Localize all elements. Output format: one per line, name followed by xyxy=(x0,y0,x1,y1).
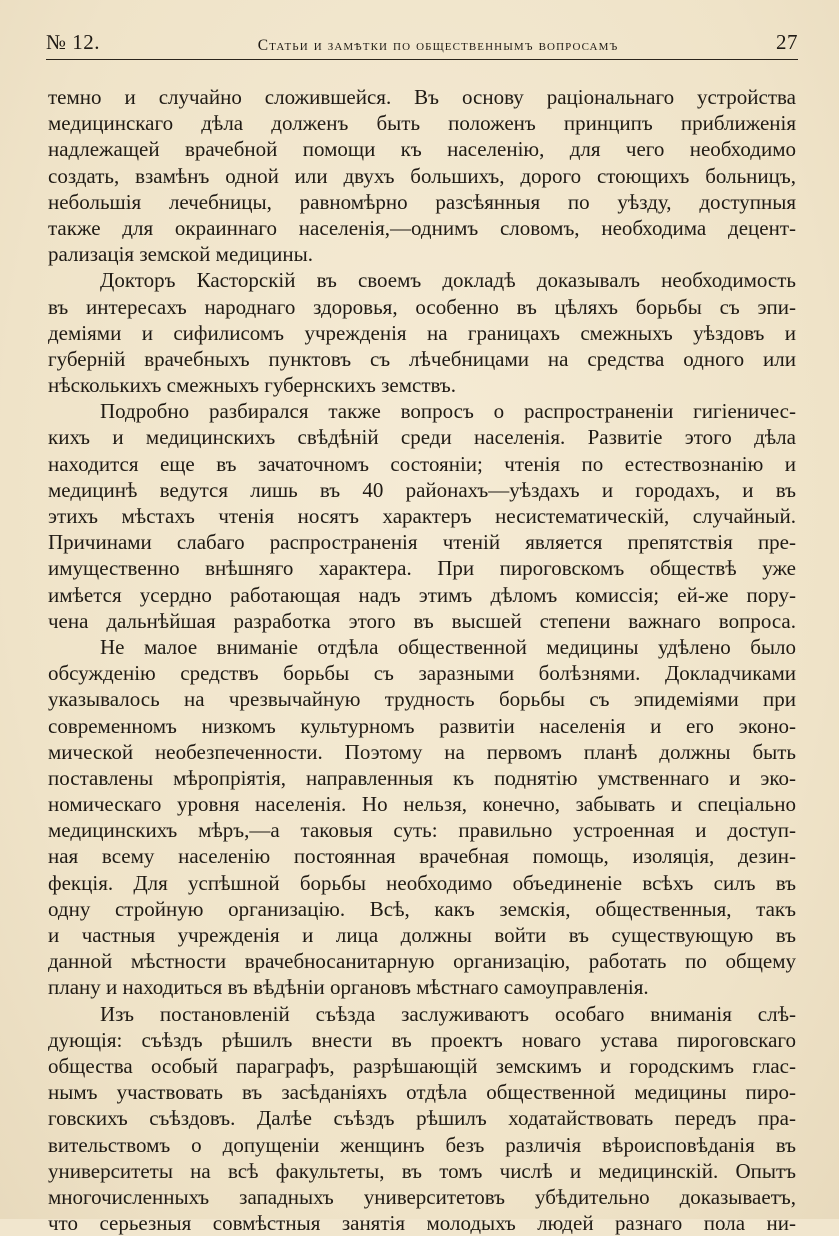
text-line: университеты на всѣ факультеты, въ томъ числѣ и медицинскій. Опытъ xyxy=(48,1158,796,1183)
text-line: Подробно разбирался также вопросъ о распространеніи гигіеничес- xyxy=(100,399,796,424)
text-line: одну стройную организацію. Всѣ, какъ земскія, общественныя, такъ xyxy=(48,896,796,921)
text-line: медицинскаго дѣла долженъ быть положенъ принципъ приближенія xyxy=(48,111,796,136)
text-line: номическаго уровня населенія. Но нельзя, конечно, забывать и спеціально xyxy=(48,792,796,817)
text-line: создать, взамѣнъ одной или двухъ большихъ, дорого стоющихъ больницъ, xyxy=(48,163,796,188)
page-number: 27 xyxy=(776,30,798,54)
text-line: современномъ низкомъ культурномъ развитіи населенія и его эконо- xyxy=(48,713,796,738)
text-line: нѣсколькихъ смежныхъ губернскихъ земствъ. xyxy=(48,373,457,398)
text-line: Докторъ Касторскій въ своемъ докладѣ доказывалъ необходимость xyxy=(100,268,796,293)
text-line: рализація земской медицины. xyxy=(48,242,314,267)
text-line: поставлены мѣропріятія, направленныя къ поднятію умственнаго и эко- xyxy=(48,765,796,790)
text-line: указывалось на чрезвычайную трудность борьбы съ эпидеміями при xyxy=(48,687,796,712)
text-line: надлежащей врачебной помощи къ населенію, для чего необходимо xyxy=(48,137,796,162)
text-line: что серьезныя совмѣстныя занятія молодыхъ людей разнаго пола ни- xyxy=(48,1211,796,1236)
text-line: вительствомъ о допущеніи женщинъ безъ различія вѣроисповѣданія въ xyxy=(48,1132,796,1157)
issue-number: № 12. xyxy=(46,30,101,54)
text-line: Причинами слабаго распространенія чтеній является препятствія пре- xyxy=(48,530,796,555)
text-line: нымъ участвовать въ засѣданіяхъ отдѣла общественной медицины пиро- xyxy=(48,1080,796,1105)
article-body xyxy=(48,84,796,1236)
text-line: плану и находиться въ вѣдѣніи органовъ мѣстнаго самоуправленія. xyxy=(48,975,649,1000)
text-line: мической необезпеченности. Поэтому на первомъ планѣ должны быть xyxy=(48,739,796,764)
text-line: говскихъ съѣздовъ. Далѣе съѣздъ рѣшилъ ходатайствовать передъ пра- xyxy=(48,1106,796,1131)
text-line: многочисленныхъ западныхъ университетовъ убѣдительно доказываетъ, xyxy=(48,1184,796,1209)
section-title: Статьи и замѣтки по общественнымъ вопросамъ xyxy=(257,37,619,54)
text-line: находится еще въ зачаточномъ состояніи; чтенія по естествознанію и xyxy=(48,451,796,476)
text-line: губерній врачебныхъ пунктовъ съ лѣчебницами на средства одного или xyxy=(48,346,796,371)
text-line: общества особый параграфъ, разрѣшающій земскимъ и городскимъ глас- xyxy=(48,1053,796,1078)
text-line: данной мѣстности врачебносанитарную организацію, работать по общему xyxy=(48,949,796,974)
text-line: Изъ постановленій съѣзда заслуживаютъ особаго вниманія слѣ- xyxy=(100,1001,796,1026)
text-line: кихъ и медицинскихъ свѣдѣній среди населенія. Развитіе этого дѣла xyxy=(48,425,796,450)
text-line: этихъ мѣстахъ чтенія носятъ характеръ несистематическій, случайный. xyxy=(48,504,796,528)
text-line: ная всему населенію постоянная врачебная помощь, изоляція, дезин- xyxy=(48,844,796,869)
running-header xyxy=(46,30,798,60)
text-line: деміями и сифилисомъ учрежденія на границахъ смежныхъ уѣздовъ и xyxy=(48,320,796,345)
text-line: чена дальнѣйшая разработка этого въ высшей степени важнаго вопроса. xyxy=(48,608,796,633)
text-line: медицинѣ ведутся лишь въ 40 районахъ—уѣздахъ и городахъ, и въ xyxy=(48,477,796,502)
text-line: небольшія лечебницы, равномѣрно разсѣянныя по уѣзду, доступныя xyxy=(48,189,796,214)
text-line: темно и случайно сложившейся. Въ основу раціональнаго устройства xyxy=(48,85,796,109)
text-line: въ интересахъ народнаго здоровья, особенно въ цѣляхъ борьбы съ эпи- xyxy=(48,294,796,319)
text-line: Не малое вниманіе отдѣла общественной медицины удѣлено было xyxy=(100,634,796,659)
text-line: медицинскихъ мѣръ,—а таковыя суть: правильно устроенная и доступ- xyxy=(48,818,796,843)
text-line: дующія: съѣздъ рѣшилъ внести въ проектъ новаго устава пироговскаго xyxy=(48,1027,796,1052)
text-line: также для окраиннаго населенія,—однимъ словомъ, необходима децент- xyxy=(48,215,796,240)
text-line: фекція. Для успѣшной борьбы необходимо объединеніе всѣхъ силъ въ xyxy=(48,870,796,895)
text-line: имущественно внѣшняго характера. При пироговскомъ обществѣ уже xyxy=(48,556,796,581)
text-line: и частныя учрежденія и лица должны войти въ существующую въ xyxy=(48,923,796,947)
text-line: имѣется усердно работающая надъ этимъ дѣломъ комиссія; ей-же пору- xyxy=(48,582,796,607)
text-line: обсужденію средствъ борьбы съ заразными болѣзнями. Докладчиками xyxy=(48,661,796,686)
